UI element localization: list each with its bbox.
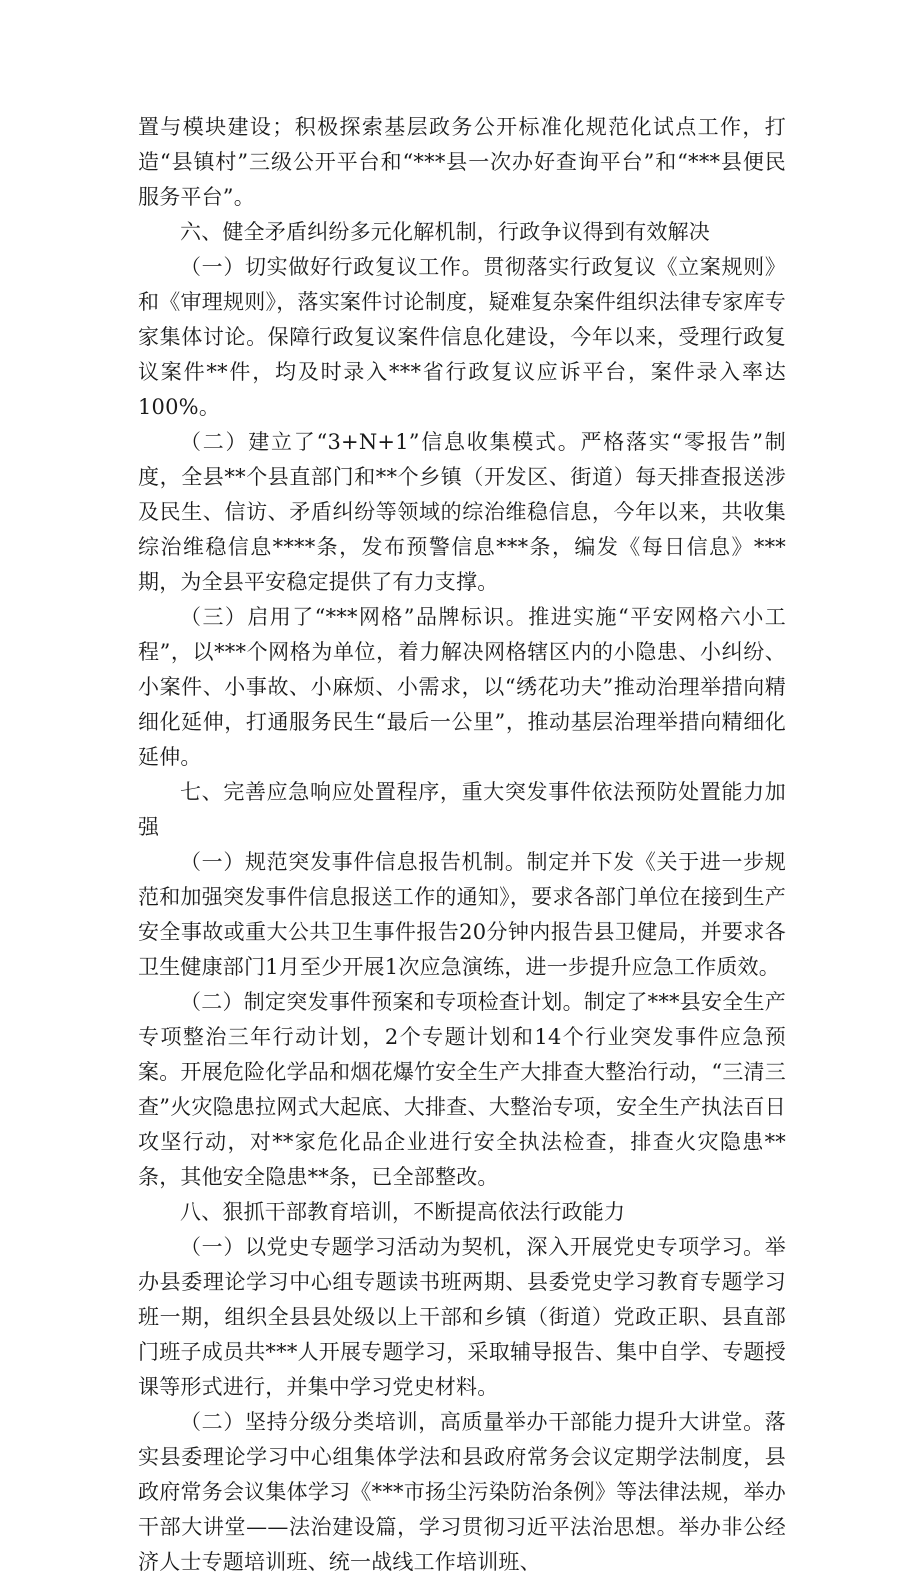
paragraph: （二）坚持分级分类培训，高质量举办干部能力提升大讲堂。落实县委理论学习中心组集体学法和县政府常务会议定期学法制度，县政府常务会议集体学习《***市扬尘污染防治条例》等法律法规，举办干部大讲堂——法治建设篇，学习贯彻习近平法治思想。举办非公经济人士专题培训班、统一战线工作培训班、 [138,1410,786,1574]
section-heading-7: 七、完善应急响应处置程序，重大突发事件依法预防处置能力加强 [138,780,786,839]
paragraph: （一）以党史专题学习活动为契机，深入开展党史专项学习。举办县委理论学习中心组专题读书班两期、县委党史学习教育专题学习班一期，组织全县县处级以上干部和乡镇（街道）党政正职、县直部门班子成员共***人开展专题学习，采取辅导报告、集中自学、专题授课等形式进行，并集中学习党史材料。 [138,1235,786,1399]
paragraph: （一）规范突发事件信息报告机制。制定并下发《关于进一步规范和加强突发事件信息报送工作的通知》，要求各部门单位在接到生产安全事故或重大公共卫生事件报告20分钟内报告县卫健局，并要求各卫生健康部门1月至少开展1次应急演练，进一步提升应急工作质效。 [138,850,786,979]
paragraph: （三）启用了“***网格”品牌标识。推进实施“平安网格六小工程”，以***个网格为单位，着力解决网格辖区内的小隐患、小纠纷、小案件、小事故、小麻烦、小需求，以“绣花功夫”推动治理举措向精细化延伸，打通服务民生“最后一公里”，推动基层治理举措向精细化延伸。 [138,605,786,769]
paragraph: （一）切实做好行政复议工作。贯彻落实行政复议《立案规则》和《审理规则》，落实案件讨论制度，疑难复杂案件组织法律专家库专家集体讨论。保障行政复议案件信息化建设，今年以来，受理行政复议案件**件，均及时录入***省行政复议应诉平台，案件录入率达100%。 [138,255,786,419]
paragraph-continuation: 置与模块建设；积极探索基层政务公开标准化规范化试点工作，打造“县镇村”三级公开平台和“***县一次办好查询平台”和“***县便民服务平台”。 [138,115,786,209]
document-page [138,110,786,1580]
section-heading-6: 六、健全矛盾纠纷多元化解机制，行政争议得到有效解决 [180,220,710,244]
paragraph: （二）制定突发事件预案和专项检查计划。制定了***县安全生产专项整治三年行动计划，2个专题计划和14个行业突发事件应急预案。开展危险化学品和烟花爆竹安全生产大排查大整治行动，“三清三查”火灾隐患拉网式大起底、大排查、大整治专项，安全生产执法百日攻坚行动，对**家危化品企业进行安全执法检查，排查火灾隐患**条，其他安全隐患**条，已全部整改。 [138,990,786,1189]
section-heading-8: 八、狠抓干部教育培训，不断提高依法行政能力 [180,1200,626,1224]
paragraph: （二）建立了“3+N+1”信息收集模式。严格落实“零报告”制度，全县**个县直部门和**个乡镇（开发区、街道）每天排查报送涉及民生、信访、矛盾纠纷等领域的综治维稳信息，今年以来，共收集综治维稳信息****条，发布预警信息***条，编发《每日信息》***期，为全县平安稳定提供了有力支撑。 [138,430,786,594]
